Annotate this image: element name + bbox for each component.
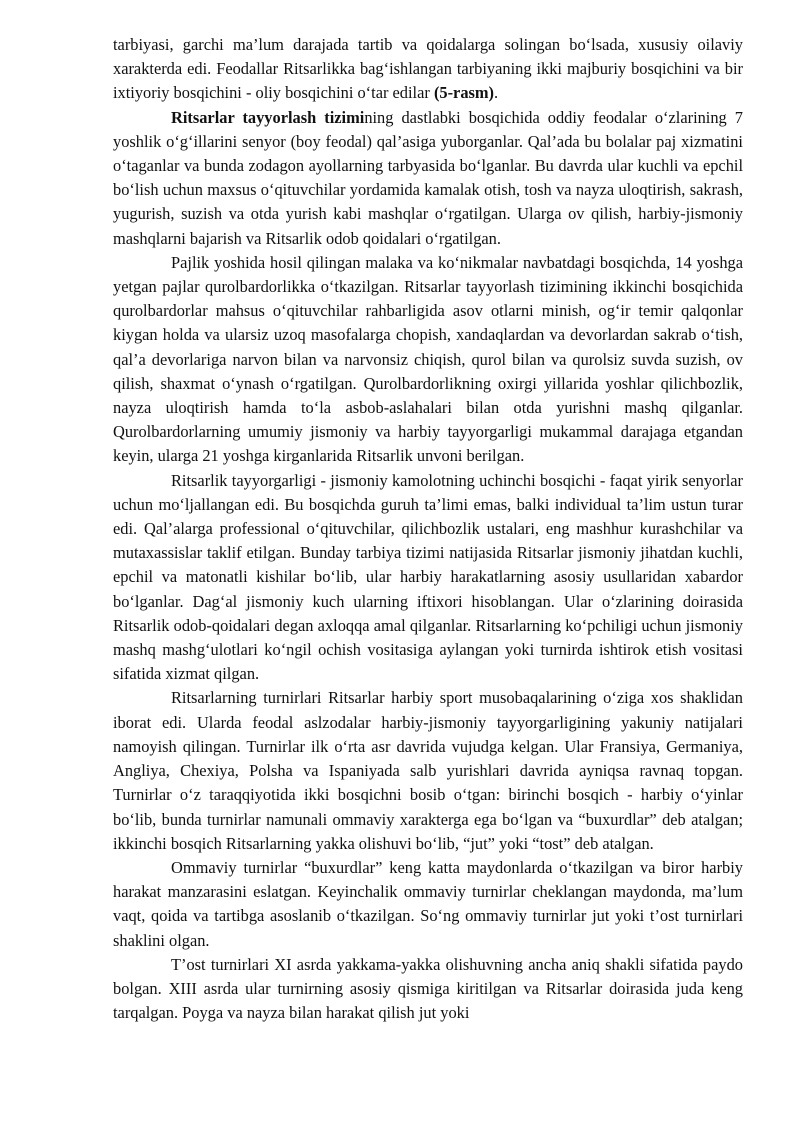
paragraph-7-text: T’ost turnirlari XI asrda yakkama-yakka olishuvning ancha aniq shakli sifatida paydo bolgan. XIII asrda ular turnirning asosiy qismiga kiritilgan va Ritsarlar doirasida juda keng tarqalgan. Poyga va nayza bilan harakat qilish jut yoki [113,954,743,1023]
paragraph-1-text-2: . [494,83,499,103]
paragraph-1-text-1: tarbiyasi, garchi ma’lum darajada tartib va qoidalarga solingan bo‘lsada, xususiy oilaviy xarakterda edi. Feodallar Ritsarlikka bag‘ishlangan tarbiyaning ikki majburiy bosqichini va bir ixtiyoriy bosqichini - oliy bosqichini o‘tar edilar [113,35,743,103]
term-ritsarlar-tizimi: Ritsarlar tayyorlash tizimi [171,107,365,127]
paragraph-1 [113,33,743,106]
paragraph-2 [113,106,743,251]
paragraph-4 [113,469,743,687]
paragraph-7 [113,953,743,1026]
paragraph-6 [113,856,743,953]
paragraph-3 [113,251,743,469]
paragraph-5-text: Ritsarlarning turnirlari Ritsarlar harbiy sport musobaqalarining o‘ziga xos shaklidan iborat edi. Ularda feodal aslzodalar harbiy-jismoniy tayyorgarligining yakuniy natijalari namoyish qilingan. Turnirlar ilk o‘rta asr davrida vujudga kelgan. Ular Fransiya, Germaniya, Angliya, Chexiya, Polsha va Ispaniyada salb yurishlari davrida ayniqsa ravnaq topgan. Turnirlar o‘z taraqqiyotida ikki bosqichni bosib o‘tgan: birinchi bosqich - harbiy o‘yinlar bo‘lib, bunda turnirlar namunali ommaviy xarakterga ega bo‘lgan va “buxurdlar” deb atalgan; ikkinchi bosqich Ritsarlarning yakka olishuvi bo‘lib, “jut” yoki “tost” deb atalgan. [113,688,743,853]
paragraph-6-text: Ommaviy turnirlar “buxurdlar” keng katta maydonlarda o‘tkazilgan va biror harbiy harakat manzarasini eslatgan. Keyinchalik ommaviy turnirlar cheklangan maydonda, ma’lum vaqt, qoida va tartibga asoslanib o‘tkazilgan. So‘ng ommaviy turnirlar jut yoki t’ost turnirlari shaklini olgan. [113,857,743,950]
figure-reference: (5-rasm) [433,83,495,103]
paragraph-2-text: ning dastlabki bosqichida oddiy feodalar o‘zlarining 7 yoshlik o‘g‘illarini senyor (boy feodal) qal’asiga yuborganlar. Qal’ada bu bolalar paj xizmatini o‘taganlar va bunda zodagon ayollarning tarbyasida bo‘lganlar. Bu davrda ular kuchli va epchil bo‘lish uchun maxsus o‘qituvchilar yordamida kamalak otish, tosh va nayza uloqtirish, sakrash, yugurish, suzish va otda yurish kabi mashqlar o‘rgatilgan. Ularga ov qilish, harbiy-jismoniy mashqlarni bajarish va Ritsarlik odob qoidalari o‘rgatilgan. [113,107,743,248]
paragraph-3-text: Pajlik yoshida hosil qilingan malaka va ko‘nikmalar navbatdagi bosqichda, 14 yoshga yetgan pajlar qurolbardorlikka o‘tkazilgan. Ritsarlar tayyorlash tizimining ikkinchi bosqichida qurolbardorlar mahsus o‘qituvchilar rahbarligida asov otlarni minish, og‘ir temir qalqonlar kiygan holda va ularsiz uzoq masofalarga chopish, xandaqlardan va devorlardan sakrab o‘tish, qal’a devorlariga narvon bilan va narvonsiz chiqish, qurol bilan va qurolsiz suvda suzish, ov qilish, shaxmat o‘ynash o‘rgatilgan. Qurolbardorlikning oxirgi yillarida yoshlar qilichbozlik, nayza uloqtirish hamda to‘la asbob-aslahalari bilan otda yurishni mashq qilganlar. Qurolbardorlarning umumiy jismoniy va harbiy tayyorgarligi mukammal darajaga etgandan keyin, ularga 21 yoshga kirganlarida Ritsarlik unvoni berilgan. [113,252,743,466]
document-page [113,33,743,1025]
paragraph-4-text: Ritsarlik tayyorgarligi - jismoniy kamolotning uchinchi bosqichi - faqat yirik senyorlar uchun mo‘ljallangan edi. Bu bosqichda guruh ta’limi emas, balki individual ta’lim ustun turar edi. Qal’alarga professional o‘qituvchilar, qilichbozlik ustalari, eng mashhur kurashchilar va mutaxassislar taklif etilgan. Bunday tarbiya tizimi natijasida Ritsarlar jismoniy jihatdan kuchli, epchil va matonatli kishilar bo‘lib, ular harbiy harakatlarning asosiy usullaridan xabardor bo‘lganlar. Dag‘al jismoniy kuch ularning iftixori hisoblangan. Ular o‘zlarining doirasida Ritsarlik odob-qoidalari degan axloqqa amal qilganlar. Ritsarlarning ko‘pchiligi uchun jismoniy mashq mashg‘ulotlari ko‘ngil ochish vositasiga aylangan yoki turnirda ishtirok etish vositasi sifatida xizmat qilgan. [113,470,743,684]
paragraph-5 [113,686,743,855]
